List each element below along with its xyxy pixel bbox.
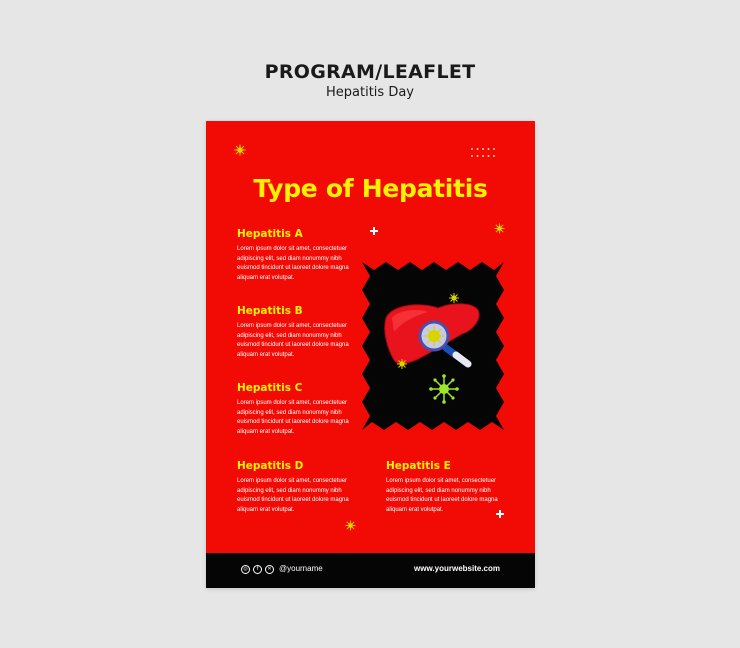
page-heading: PROGRAM/LEAFLET	[264, 61, 476, 83]
section-heading: Hepatitis D	[237, 460, 304, 472]
dot-grid-decoration	[470, 147, 496, 159]
plus-icon	[370, 227, 378, 235]
section-body: Lorem ipsum dolor sit amet, consectetuer adipiscing elit, sed diam nonummy nibh euismod tincidunt ut laoreet dolore magna aliquam erat volutpat.	[386, 478, 498, 513]
section-hepatitis-c	[237, 382, 362, 437]
liver-illustration	[362, 262, 504, 430]
virus-icon	[345, 520, 356, 531]
virus-icon	[397, 359, 407, 369]
section-body: Lorem ipsum dolor sit amet, consectetuer adipiscing elit, sed diam nonummy nibh euismod tincidunt ut laoreet dolore magna aliquam erat volutpat.	[237, 400, 349, 435]
leaflet-title: Type of Hepatitis	[253, 174, 488, 203]
section-body: Lorem ipsum dolor sit amet, consectetuer adipiscing elit, sed diam nonummy nibh euismod tincidunt ut laoreet dolore magna aliquam erat volutpat.	[237, 246, 349, 281]
virus-icon	[449, 293, 459, 303]
section-hepatitis-d	[237, 460, 362, 515]
x-icon[interactable]: ✕	[265, 565, 274, 574]
section-hepatitis-a	[237, 228, 362, 283]
website-link[interactable]: www.yourwebsite.com	[414, 564, 500, 573]
facebook-icon[interactable]: f	[253, 565, 262, 574]
instagram-icon[interactable]: ◎	[241, 565, 250, 574]
leaflet	[206, 121, 535, 588]
section-heading: Hepatitis C	[237, 382, 303, 394]
virus-icon	[494, 223, 505, 234]
page-subheading: Hepatitis Day	[326, 85, 414, 100]
section-body: Lorem ipsum dolor sit amet, consectetuer adipiscing elit, sed diam nonummy nibh euismod tincidunt ut laoreet dolore magna aliquam erat volutpat.	[237, 323, 349, 358]
section-hepatitis-b	[237, 305, 362, 360]
social-icons	[241, 565, 274, 574]
leaflet-footer	[206, 553, 535, 588]
section-hepatitis-e	[386, 460, 511, 515]
username: @yourname	[279, 564, 323, 573]
section-body: Lorem ipsum dolor sit amet, consectetuer adipiscing elit, sed diam nonummy nibh euismod tincidunt ut laoreet dolore magna aliquam erat volutpat.	[237, 478, 349, 513]
section-heading: Hepatitis E	[386, 460, 451, 472]
section-heading: Hepatitis A	[237, 228, 303, 240]
section-heading: Hepatitis B	[237, 305, 303, 317]
virus-icon	[234, 144, 246, 156]
